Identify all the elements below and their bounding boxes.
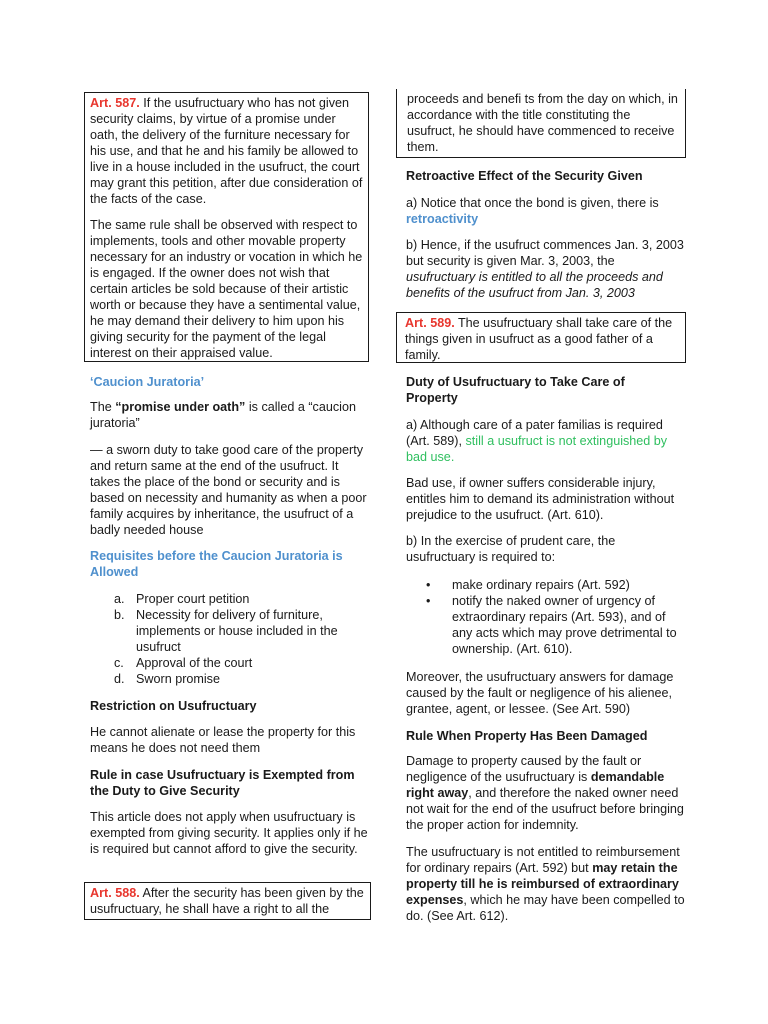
exempt-heading: Rule in case Usufructuary is Exempted from the Duty to Give Security — [90, 768, 355, 798]
art-588-continued-text: proceeds and benefi ts from the day on which, in accordance with the title constituting the usufruct, he should have commenced to receive them. — [407, 92, 678, 154]
requisites-list — [90, 591, 360, 687]
art-588-box: Art. 588. After the security has been given by the usufructuary, he shall have a right to all the — [84, 882, 371, 920]
art-588-label: Art. 588. — [90, 886, 140, 900]
duty-moreover: Moreover, the usufructuary answers for damage caused by the fault or negligence of his alienee, grantee, agent, or lessee. (See Art. 590) — [406, 670, 674, 716]
art-587-box — [84, 92, 369, 362]
damaged-para-2: The usufructuary is not entitled to reimbursement for ordinary repairs (Art. 592) but may retain the property till he is reimbursed of extraordinary expenses, which he may have been compelled to do. (See Art. 612). — [406, 845, 685, 923]
caucion-description: — a sworn duty to take good care of the property and return same at the end of the usufruct. It takes the place of the bond or security and is based on necessity and humanity as when a poor family acquires by inheritance, the usufruct of a badly needed house — [90, 443, 367, 537]
art-589-box: Art. 589. The usufructuary shall take care of the things given in usufruct as a good father of a family. — [396, 312, 686, 363]
art-588-continued-box — [396, 89, 686, 158]
caucion-definition: The “promise under oath” is called a “caucion juratoria” — [90, 400, 356, 430]
art-587-para-2: The same rule shall be observed with respect to implements, tools and other movable property necessary for an industry or vocation in which he is engaged. If the owner does not wish that certain articles be sold because of their artistic worth or because they have a sentimental value, he may demand their delivery to him upon his giving security for the payment of the legal interest on their appraised value. — [90, 218, 363, 360]
retro-heading: Retroactive Effect of the Security Given — [406, 169, 643, 183]
duty-heading: Duty of Usufructuary to Take Care of Property — [406, 375, 625, 405]
list-item: b. Necessity for delivery of furniture, implements or house included in the usufruct — [114, 608, 338, 654]
retro-para-a: a) Notice that once the bond is given, there is retroactivity — [406, 196, 659, 226]
art-589-label: Art. 589. — [405, 316, 455, 330]
restriction-text: He cannot alienate or lease the property for this means he does not need them — [90, 725, 356, 755]
list-item: c. Approval of the court — [114, 656, 253, 670]
duty-para-a: a) Although care of a pater familias is required (Art. 589), still a usufruct is not extinguished by bad use. — [406, 418, 668, 464]
art-587-label: Art. 587. — [90, 96, 140, 110]
duty-bullet-list — [406, 577, 686, 657]
art-587-para-1: Art. 587. If the usufructuary who has not given security claims, by virtue of a promise under oath, the delivery of the furniture necessary for his use, and that he and his family be allowed to live in a house included in the usufruct, the court may grant this petition, after due consideration of the facts of the case. — [90, 96, 363, 206]
damaged-heading: Rule When Property Has Been Damaged — [406, 729, 648, 743]
duty-para-b: b) In the exercise of prudent care, the usufructuary is required to: — [406, 534, 616, 564]
retro-para-b: b) Hence, if the usufruct commences Jan. 3, 2003 but security is given Mar. 3, 2003, the usufructuary is entitled to all the proceeds and benefits of the usufruct from Jan. 3, 2003 — [406, 238, 684, 300]
exempt-text: This article does not apply when usufructuary is exempted from giving security. It applies only if he is required but cannot afford to give the security. — [90, 810, 368, 856]
list-item: a. Proper court petition — [114, 592, 250, 606]
caucion-heading: ‘Caucion Juratoria’ — [90, 375, 205, 389]
list-item: • notify the naked owner of urgency of extraordinary repairs (Art. 593), and of any acts which may prove detrimental to ownership. (Art. 610). — [426, 594, 677, 656]
list-item: • make ordinary repairs (Art. 592) — [426, 578, 630, 592]
requisites-heading: Requisites before the Caucion Juratoria is Allowed — [90, 549, 343, 579]
damaged-para-1: Damage to property caused by the fault or negligence of the usufructuary is demandable right away, and therefore the naked owner need not wait for the end of the usufruct before bringing the proper action for indemnity. — [406, 754, 684, 832]
duty-bad-use: Bad use, if owner suffers considerable injury, entitles him to demand its administration without prejudice to the usufruct. (Art. 610). — [406, 476, 675, 522]
restriction-heading: Restriction on Usufructuary — [90, 699, 257, 713]
list-item: d. Sworn promise — [114, 672, 220, 686]
